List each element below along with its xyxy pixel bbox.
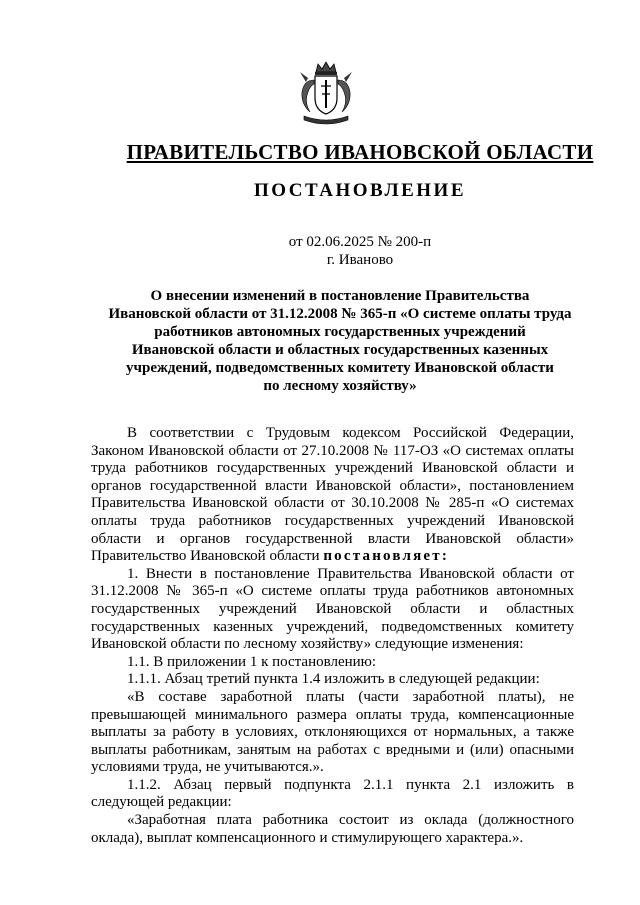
body-paragraph: «Заработная плата работника состоит из оклада (должностного оклада), выплат компенсационного и стимулирующего характера.».: [91, 812, 574, 846]
subject-line: учреждений, подведомственных комитету Ивановской области: [126, 360, 554, 376]
body-paragraph: «В составе заработной платы (части заработной платы), не превышающей минимального размера оплаты труда, компенсационные выплаты за работу в условиях, отклоняющихся от нормальных, а также выплаты работникам, занятым на работах с вредными и (или) опасными условиями труда, не учитываются.».: [91, 688, 574, 776]
document-type: ПОСТАНОВЛЕНИЕ: [253, 180, 467, 201]
document-city: г. Иваново: [326, 252, 394, 268]
coat-of-arms-icon: [296, 58, 356, 128]
decree-word: постановляет:: [323, 548, 450, 565]
document-subject: [100, 287, 580, 395]
document-body: [91, 425, 574, 847]
body-paragraph: [91, 425, 574, 566]
body-paragraph: 1.1.2. Абзац первый подпункта 2.1.1 пункта 2.1 изложить в следующей редакции:: [91, 776, 574, 811]
subject-line: О внесении изменений в постановление Правительства: [150, 288, 530, 304]
subject-line: Ивановской области от 31.12.2008 № 365-п «О системе оплаты труда: [108, 306, 572, 322]
subject-line: Ивановской области и областных государственных казенных: [131, 342, 549, 358]
preamble-text: В соответствии с Трудовым кодексом Российской Федерации, Законом Ивановской области от 27.10.2008 № 117-ОЗ «О системах оплаты труда работников государственных учреждений Ивановской области и органов государственной власти Ивановской области», постановлением Правительства Ивановской области от 30.10.2008 № 285-п «О системах оплаты труда работников государственных учреждений Ивановской области и органов государственной власти Ивановской области» Правительство Ивановской области: [91, 425, 574, 565]
body-paragraph: 1.1.1. Абзац третий пункта 1.4 изложить в следующей редакции:: [127, 671, 540, 688]
body-paragraph: 1.1. В приложении 1 к постановлению:: [127, 653, 377, 670]
subject-line: работников автономных государственных учреждений: [154, 324, 526, 340]
subject-line: по лесному хозяйству»: [263, 378, 417, 394]
document-date-number: от 02.06.2025 № 200-п: [288, 234, 432, 250]
body-paragraph: 1. Внести в постановление Правительства Ивановской области от 31.12.2008 № 365-п «О системе оплаты труда работников автономных государственных учреждений Ивановской области и областных государственных казенных учреждений, подведомственных комитету Ивановской области по лесному хозяйству» следующие изменения:: [91, 565, 574, 653]
government-title: ПРАВИТЕЛЬСТВО ИВАНОВСКОЙ ОБЛАСТИ: [126, 140, 594, 164]
